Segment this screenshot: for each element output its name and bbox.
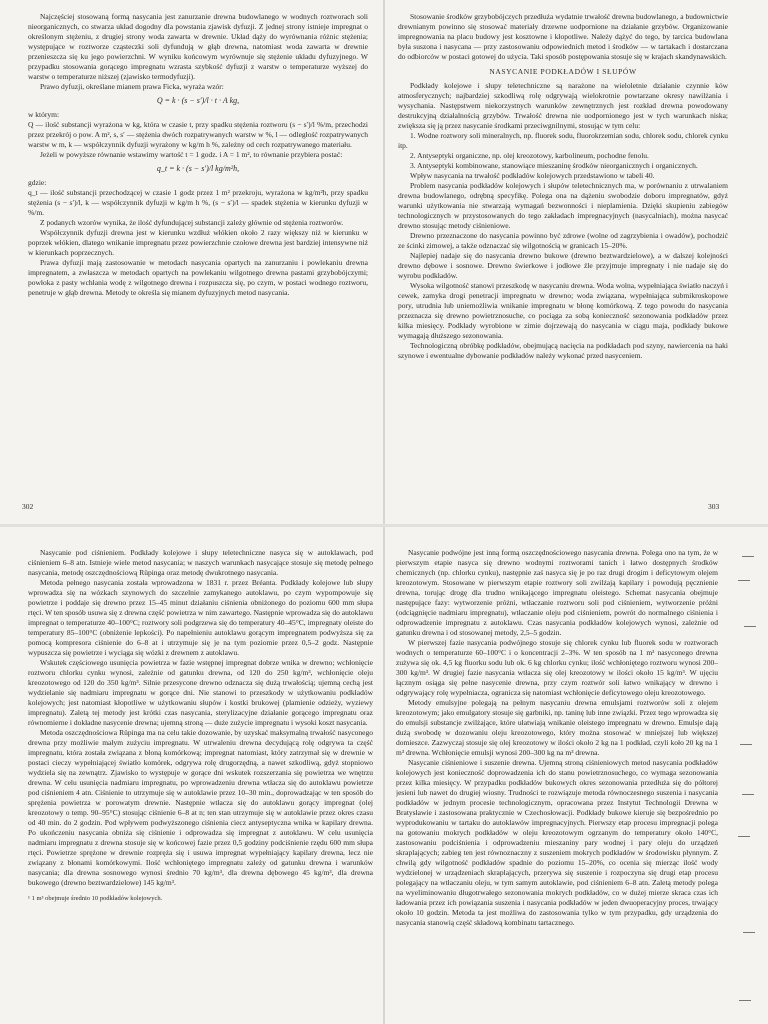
paragraph: w którym: [28, 110, 60, 119]
paragraph: Wpływ nasycania na trwałość podkładów kolejowych przedstawiono w tabeli 40. [410, 171, 655, 180]
formula: q_t = k · (s − s′)/l kg/m²h, [156, 164, 240, 173]
paragraph: Współczynnik dyfuzji drewna jest w kierunku wzdłuż włókien około 2 razy większy niż w kierunku w poprzek włókien, dlatego wnikanie impregnatu przez powierzchnie czołowe drewna jest bardziej intensywne niż w kierunkach poprzecznych. [28, 228, 368, 257]
edge-mark [739, 1000, 751, 1001]
page-305 [396, 548, 718, 1024]
paragraph: Nasycanie podwójne jest inną formą oszczędnościowego nasycania drewna. Polega ono na tym, że w pierwszym etapie nasyca się drewno wodnymi roztworami tanich i łatwo dostępnych środków chemicznych (np. chlorku cynku), następnie zaś nasyca się je po raz drugi drogim i deficytowym olejem kreozotowym. Stosowane w pierwszym etapie roztwory soli zwilżają kapilary i powodują pęcznienie drewna, torując drogę dla trudno wnikającego impregnatu oleistego. Schemat nasycania obejmuje następujące fazy: wytworzenie próżni, wtłaczanie roztworu soli pod ciśnieniem, wytworzenie próżni (odciągnięcie nadmiaru impregnatu), wtłaczanie oleju pod ciśnieniem, powrót do normalnego ciśnienia i odprowadzenie impregnatu z autoklawu. Czas nasycania podkładów kolejowych wynosi, zależnie od gatunku drewna i od stosowanej metody, 2,5–5 godzin. [396, 548, 718, 637]
page-number: 303 [708, 502, 720, 511]
paragraph: Nasycanie ciśnieniowe i suszenie drewna. Ujemną stroną ciśnieniowych metod nasycania podkładów kolejowych jest konieczność doprowadzenia ich do stanu powietrznosuchego, co wymaga sezonowania przez kilka miesięcy. W przypadku podkładów bukowych okres sezonowania przedłuża się do półtorej jesieni lub nawet do drugiej wiosny. Trudności te rozwiązuje metoda równoczesnego suszenia i nasycania podkładów w jednym procesie technologicznym, opracowana przez Instytut Technologii Drewna w Bratysławie i zastosowana praktycznie w Czechosłowacji. Podkłady bukowe kieruje się bezpośrednio po wyprodukowaniu w tartaku do autoklawów impregnacyjnych. Pierwszy etap procesu impregnacji polega na gotowaniu mokrych podkładów w oleju kreozotowym ogrzanym do temperatury około 140°C, zastosowaniu podciśnienia i odprowadzeniu mieszaniny pary wodnej i pary oleju do urządzeń skraplających; zabieg ten jest równoznaczny z suszeniem mokrych podkładów w środowisku płynnym. Z chwilą gdy wilgotność podkładów spadnie do poziomu 15–20%, co ocenia się mierząc ilość wody wydzielonej w urządzeniach skraplających, przerywa się suszenie i rozpoczyna się drugi etap procesu polegający na wtłaczaniu oleju, w tym samym autoklawie, pod ciśnieniem 6–8 atn. Zaletą metody polega na wyeliminowaniu długotrwałego sezonowania mokrych podkładów, co w dużej mierze skraca czas ich ładowania przez ich powiązania suszenia i nasycania podkładów w jeden dwuoperacyjny proces, trwający około 10 godzin. Metoda ta jest możliwa do zastosowania tylko w tym przypadku, gdy urządzenia do nasycania stanowią część składową kombinatu tartacznego. [396, 758, 718, 927]
paragraph: Technologiczną obróbkę podkładów, obejmującą nacięcia na podkładach pod szyny, nawiercenia na haki szynowe i ewentualne dybowanie podkładów należy wykonać przed nasyceniem. [398, 341, 728, 360]
edge-mark [742, 556, 754, 557]
paragraph: Q — ilość substancji wyrażona w kg, która w czasie t, przy spadku stężenia roztworu (s − s′)/l %/m, przechodzi przez przekrój o pow. A m², s, s′ — stężenia dwóch rozpatrywanych warstw w %, l — odległość rozpatrywanych warstw w m, k — współczynnik dyfuzji wyrażony w kg/m h %, zależny od cech rozpatrywanego materiału. [28, 120, 368, 149]
paragraph: Stosowanie środków grzybobójczych przedłuża wydatnie trwałość drewna budowlanego, a budownictwie drewnianym powinno się stosować materiały drzewne uodpornione na działanie grzybów. Organizowanie impregnowania na placu budowy jest kosztowne i kłopotliwe. Należy dążyć do tego, by tarcica budowlana była suszona i nasycana — przy zastosowaniu odpowiednich metod i środków — w tartakach i dostarczana do odbiorców w postaci gotowej do użycia. Taki sposób postępowania stosuje się w krajach skandynawskich. [398, 12, 728, 61]
paragraph: Wysoka wilgotność stanowi przeszkodę w nasycaniu drewna. Woda wolna, wypełniająca światło naczyń i cewek, zamyka drogi penetracji impregnatu w drewno; woda związana, wypełniająca submikroskopowe pory, utrudnia lub uniemożliwia wnikanie impregnatu w błonę komórkową. Z tego powodu do nasycania przeznacza się drewno powietrznosuche, co pociąga za sobą konieczność sezonowania podkładów przez kilka miesięcy. Podkłady wyrobione w zimie dojrzewają do nasycania w ciągu maja, podkłady bukowe wymagają dłuższego sezonowania. [398, 281, 728, 340]
edge-mark [740, 744, 752, 745]
paragraph: Nasycanie pod ciśnieniem. Podkłady kolejowe i słupy teletechniczne nasyca się w autoklawach, pod ciśnieniem 6–8 atn. Istnieje wiele metod nasycania; w naszych warunkach nasycające stosuje się metodę pełnego nasycania, metodę oszczędnościową Rüpinga oraz metodę dwukrotnego nasycania. [28, 548, 373, 577]
page-gutter-vertical [383, 0, 385, 1024]
page-304 [28, 548, 373, 1024]
section-heading: NASYCANIE PODKŁADÓW I SŁUPÓW [489, 67, 637, 76]
page-edge-marks [734, 548, 762, 1018]
paragraph: 2. Antyseptyki organiczne, np. olej kreozotowy, karbolineum, pochodne fenolu. [410, 151, 649, 160]
paragraph: q_t — ilość substancji przechodzącej w czasie 1 godz przez 1 m² przekroju, wyrażona w kg/m²h, przy spadku stężenia (s − s′)/l, k — współczynnik dyfuzji w kg/m h %, (s − s′)/l — spadek stężenia w kierunku dyfuzji w %/m. [28, 188, 368, 217]
paragraph: Metody emulsyjne polegają na pełnym nasycaniu drewna emulsjami roztworów soli z olejem kreozotowym; jako emulgatory stosuje się garbniki, np. taninę lub inne związki. Przez tego wprowadza się do emulsji substancje zwilżające, które ułatwiają wnikanie oleistego impregnatu w drewno. Emulsje dają dużą swobodę w dozowaniu oleju kreozotowego, który można stosować w mniejszej lub większej domieszce. Zazwyczaj stosuje się olej kreozotowy w ilości około 2 kg na 1 podkład, czyli koło 20 kg na 1 m³ drewna. Wchłonięcie emulsji wynosi 200–300 kg na m³ drewna. [396, 698, 718, 757]
page-302 [28, 12, 368, 517]
paragraph: Najczęściej stosowaną formą nasycania jest zanurzanie drewna budowlanego w wodnych roztworach soli nieorganicznych, co stwarza układ dogodny dla powstania zjawisk dyfuzji. Z jednej strony istnieje impregnat o określonym stężeniu, z drugiej strony woda zawarta w drewnie. Układ dąży do wyrównania różnic stężenia; występujące w roztworze cząsteczki soli dyfundują w głąb drewna, natomiast woda zawarta w drewnie przenieszcza się ku jego powierzchni. W wyniku końcowym wyrównuje się stężenie układu dyfuzyjnego. W przypadku stosowania gorącego impregnatu wzrasta szybkość dyfuzji z warstw o temperaturze wyższej do warstw o temperaturze niższej (zjawisko termodyfuzji). [28, 12, 368, 81]
paragraph: Metoda oszczędnościowa Rüpinga ma na celu takie dozowanie, by uzyskać maksymalną trwałość nasyconego drewna przy możliwie małym zużyciu impregnatu. W utrwaleniu drewna decydującą rolę odgrywa ta część impregnatu, która została związana z błoną komórkową; impregnat natomiast, który zatrzymał się w drewnie w postaci cieczy wypełniającej światło komórek, odgrywa rolę drugorzędną, a nawet szkodliwą, gdyż stopniowo wydziela się na zewnątrz. Zjawisko to występuje w gorące dni wskutek rozszerzania się powietrza we wnętrzu drewna. W celu usunięcia nadmiaru impregnatu, po wprowadzeniu drewna wtłacza się do autoklawu powietrze pod ciśnieniem 4 atn. Ciśnienie to utrzymuje się w autoklawie przez 10–30 min., doprowadzając w ten sposób do sprężenia powietrza w porowatym drewnie. Następnie wtłacza się do autoklawu gorący impregnat (olej kreozotowy o temp. 90–95°C) stosując ciśnienie 6–8 at n; ten stan utrzymuje się w autoklawie przez okres czasu od 40 min. do 2 godzin. Pod wpływem podwyższonego ciśnienia ciecz antyseptyczna wnika w kapilary drewna. Po ukończeniu nasycania obniża się ciśnienie i odprowadza się impregnat z autoklawu. W celu usunięcia nadmiaru impregnatu z drewna stosuje się w końcowej fazie przez 0,5 godziny podciśnienie rzędu 600 mm słupa rtęci. Powietrze sprężone w drewnie rozpręża się i usuwa impregnat wypełniający kapilary drewna, lecz nie związany z błonami komórkowymi. Ilość wchłoniętego impregnatu zależy od gatunku drewna i warunków nasycania; dla drewna sosnowego wynosi średnio 70 kg/m³, dla drewna dębowego 45 kg/m³, dla drewna bukowego (drewno beztwardzielowe) 145 kg/m³. [28, 728, 373, 887]
page-number: 302 [22, 502, 34, 511]
paragraph: 3. Antyseptyki kombinowane, stanowiące mieszaninę środków nieorganicznych i organicznych. [410, 161, 698, 170]
edge-mark [743, 932, 755, 933]
paragraph: Podkłady kolejowe i słupy teletechniczne są narażone na wieloletnie działanie czynnie ków atmosferycznych; najbardziej szkodliwą rolę odgrywają wielokrotnie powtarzane okresy nawilżania i wysychania. Następstwem niekorzystnych warunków zewnętrznych jest rozkład drewna powodowany destrukcyjną działalnością grzybów. Trwałość drewna nie uodpornionego jest w tych warunkach niska; zwiększa się ją przez nasycanie środkami przeciwgnilnymi, stosując w tym celu: [398, 81, 728, 130]
paragraph: Problem nasycania podkładów kolejowych i słupów teletechnicznych ma, w porównaniu z utrwalaniem drewna budowlanego, odrębną specyfikę. Polega ona na dążeniu swobodzie doboru impregnatów, gdyż warunki użytkowania nie stwarzają wymagań bezwonności i nieplamienia. Dzięki skupieniu zabiegów technologicznych w przystosowanych do tego zakładach impregnacyjnych (nasycalniach), można nasycać drewno stosując metody ciśnieniowe. [398, 181, 728, 230]
paragraph: 1. Wodne roztwory soli mineralnych, np. fluorek sodu, fluorokrzemian sodu, chlorek sodu, chlorek cynku itp. [398, 131, 728, 150]
paragraph: Metoda pełnego nasycania została wprowadzona w 1831 r. przez Bréanta. Podkłady kolejowe lub słupy wprowadza się na wózkach szynowych do szczelnie zamykanego autoklawu, po czym wypompowuje się powietrze i poddaje się drewno przez 15–45 minut działaniu ciśnienia obniżonego do poziomu 600 mm słupa rtęci. W ten sposób usuwa się z drewna część powietrza w nim zawartego. Następnie wprowadza się do autoklawu impregnat o temperaturze 40–100°C; roztwory soli podgrzewa się do temperatury 40–45°C, impregnaty oleiste do temperatury 85–100°C (obniżenie lepkości). Po napełnieniu autoklawu gorącym impregnatem podwyższa się za pomocą kompresora ciśnienie do 6–8 at i utrzymuje się je na tym poziomie przez 0,5–2 godz. Następnie wypuszcza się powietrze i wyciąga się wózki z drewnem z autoklawu. [28, 578, 373, 657]
paragraph: Najlepiej nadaje się do nasycania drewno bukowe (drewno beztwardzielowe), a w dalszej kolejności drewno dębowe i sosnowe. Drewno świerkowe i jodłowe źle przyjmuje impregnaty i nie nadaje się do wyrobu podkładów. [398, 251, 728, 280]
paragraph: gdzie: [28, 178, 47, 187]
paragraph: Z podanych wzorów wynika, że ilość dyfundującej substancji zależy głównie od stężenia roztworów. [40, 218, 344, 227]
edge-mark [744, 626, 756, 627]
paragraph: W pierwszej fazie nasycania podwójnego stosuje się chlorek cynku lub fluorek sodu w roztworach wodnych o temperaturze 60–100°C i o koncentracji 2–3%. W ten sposób na 1 m³ nasyconego drewna zużywa się ok. 4,5 kg fluorku sodu lub ok. 6 kg chlorku cynku; ilość wchłoniętego roztworu wynosi 200–300 kg/m³. W drugiej fazie nasycania wtłacza się olej kreozotowy w ilości około 15 kg/m³. W ujęciu łącznym osiąga się pełne nasycenie drewna, przy czym roztwór soli łatwo wnikający w drewno i odgrywający rolę wypełniacza, ogranicza się natomiast wchłonięcie deficytowego oleju kreozotowego. [396, 638, 718, 697]
edge-mark [738, 580, 750, 581]
edge-mark [738, 836, 750, 837]
paragraph: Wskutek częściowego usunięcia powietrza w fazie wstępnej impregnat dobrze wnika w drewno; wchłonięcie roztworu chlorku cynku wynosi, zależnie od gatunku drewna, od 120 do 250 kg/m³, wchłonięcie oleju kreozotowego od 120 do 350 kg/m³. Silnie przesycone drewno odznacza się dużą trwałością; ujemną cechą jest wydzielanie się nadmiaru impregnatu w gorące dni. Nie stanowi to przeszkody w użytkowaniu podkładów kolejowych; jest natomiast kłopotliwe w użytkowaniu słupów i kostki brukowej (plamienie odzieży, wyziewy impregnatu). Zaletą tej metody jest krótki czas nasycania, sterylizacyjne działanie gorącego impregnatu oraz równomierne i dokładne nasycenie drewna; ujemną stroną — duże zużycie impregnatu i wysoki koszt nasycania. [28, 658, 373, 727]
formula: Q = k · (s − s′)/l · t · A kg, [156, 96, 240, 105]
page-gutter-horizontal [0, 524, 768, 527]
paragraph: Drewno przeznaczone do nasycania powinno być zdrowe (wolne od zagrzybienia i owadów), pochodzić ze ścinki zimowej, a także odznaczać się wilgotnością w granicach 15–20%. [398, 231, 728, 250]
page-303 [398, 12, 728, 517]
edge-mark [742, 794, 754, 795]
paragraph: Prawo dyfuzji, określane mianem prawa Ficka, wyraża wzór: [40, 82, 224, 91]
paragraph: Jeżeli w powyższe równanie wstawimy wartość t = 1 godz. i A = 1 m², to równanie przybiera postać: [40, 150, 343, 159]
footnote: ¹ 1 m³ obejmuje średnio 10 podkładów kolejowych. [28, 895, 163, 902]
paragraph: Prawa dyfuzji mają zastosowanie w metodach nasycania opartych na zanurzaniu i powlekaniu drewna impregnatem, a zwłaszcza w metodach opartych na powlekaniu wilgotnego drewna pastami grzybobójczymi; powłoka z pasty wchłania wodę z wilgotnego drewna i rozpuszcza się, po czym, w postaci wodnego roztworu, penetruje w głąb drewna. Metody te określa się mianem dyfuzyjnych metod nasycania. [28, 258, 368, 297]
